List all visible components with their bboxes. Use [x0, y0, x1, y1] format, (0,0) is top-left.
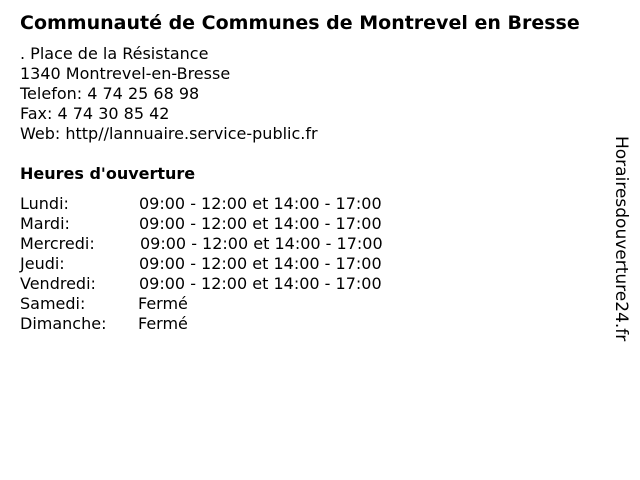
day-label: Lundi:	[20, 194, 69, 213]
watermark	[611, 136, 631, 346]
hours-value: Fermé	[138, 294, 188, 313]
day-label: Mardi:	[20, 214, 70, 233]
day-label: Dimanche:	[20, 314, 107, 333]
hours-value: 09:00 - 12:00 et 14:00 - 17:00	[140, 234, 383, 253]
day-label: Mercredi:	[20, 234, 95, 253]
day-label: Samedi:	[20, 294, 86, 313]
hours-value: Fermé	[138, 314, 188, 333]
page-title: Communauté de Communes de Montrevel en Bresse	[20, 12, 580, 34]
postal-city: 1340 Montrevel-en-Bresse	[20, 64, 231, 83]
hours-heading: Heures d'ouverture	[20, 164, 196, 183]
hours-value: 09:00 - 12:00 et 14:00 - 17:00	[139, 194, 382, 213]
day-label: Vendredi:	[20, 274, 96, 293]
address-block	[20, 44, 318, 144]
street-address: . Place de la Résistance	[20, 44, 209, 63]
hours-value: 09:00 - 12:00 et 14:00 - 17:00	[139, 254, 382, 273]
day-label: Jeudi:	[20, 254, 65, 273]
phone-number: Telefon: 4 74 25 68 98	[20, 84, 200, 103]
hours-value: 09:00 - 12:00 et 14:00 - 17:00	[139, 214, 382, 233]
watermark-text: Horairesdouverture24.fr	[611, 136, 631, 342]
website: Web: http//lannuaire.service-public.fr	[20, 124, 318, 143]
fax-number: Fax: 4 74 30 85 42	[20, 104, 170, 123]
hours-value: 09:00 - 12:00 et 14:00 - 17:00	[139, 274, 382, 293]
